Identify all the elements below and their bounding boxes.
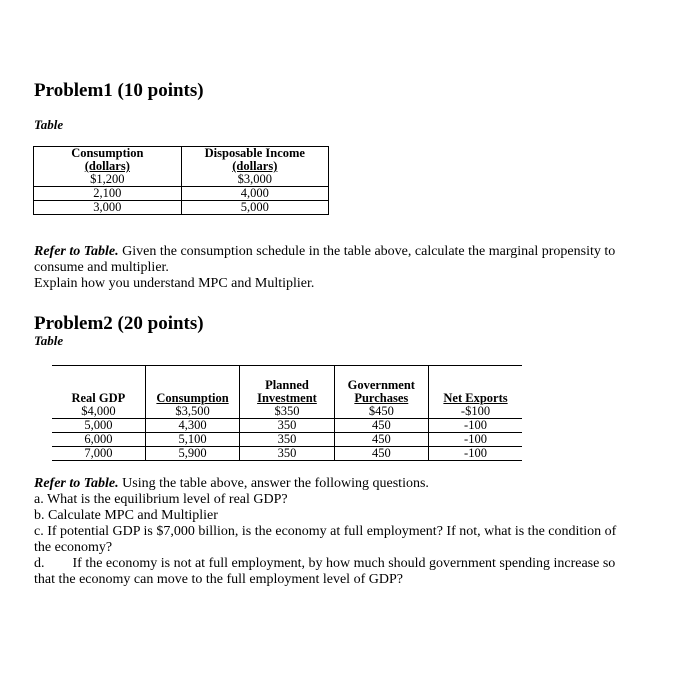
question-b: b. Calculate MPC and Multiplier <box>34 508 218 523</box>
header-planned-investment <box>240 366 334 406</box>
table-header-row <box>52 366 522 406</box>
table-cell: $3,500 <box>145 405 240 419</box>
header-consumption <box>145 366 240 406</box>
problem1-text-line: Given the consumption schedule in the table above, calculate the marginal propensity to <box>118 244 616 259</box>
header-line: Investment <box>257 391 317 405</box>
table-cell: 450 <box>334 433 428 447</box>
table-cell: 7,000 <box>52 447 145 461</box>
header-line: Planned <box>265 378 309 392</box>
table-cell: -100 <box>429 447 522 461</box>
problem1-table <box>33 146 329 215</box>
problem1-heading: Problem1 (10 points) <box>34 80 204 101</box>
table-cell: 5,000 <box>52 419 145 433</box>
header-net-exports <box>429 366 522 406</box>
refer-label: Refer to Table. <box>34 476 119 491</box>
problem2-heading: Problem2 (20 points) <box>34 313 204 334</box>
table-cell: 450 <box>334 447 428 461</box>
header-line: Purchases <box>354 391 409 405</box>
header-disposable-income <box>181 147 328 174</box>
table-cell: $4,000 <box>81 404 116 418</box>
header-line: Disposable Income <box>204 146 305 160</box>
table-cell: 350 <box>240 419 334 433</box>
table-cell: $450 <box>334 405 428 419</box>
header-real-gdp <box>52 366 145 406</box>
table-cell: 5,900 <box>145 447 240 461</box>
problem1-text-line: consume and multiplier. <box>34 260 169 275</box>
problem1-text <box>34 244 674 292</box>
header-line: Consumption <box>156 391 229 405</box>
question-d: d. If the economy is not at full employment, by how much should government spending increase so <box>34 556 616 571</box>
table-cell: 3,000 <box>34 201 182 215</box>
table-cell: -$100 <box>460 404 491 418</box>
problem2-text <box>34 476 674 588</box>
header-line: Consumption <box>71 146 144 160</box>
problem2-intro-line <box>34 476 674 492</box>
table-cell: 450 <box>334 419 428 433</box>
table-row <box>52 433 522 447</box>
header-line: (dollars) <box>232 159 278 173</box>
header-line: Government <box>347 378 415 392</box>
problem1-table-label: Table <box>34 117 64 132</box>
question-d-cont: that the economy can move to the full employment level of GDP? <box>34 572 403 587</box>
table-cell: 5,000 <box>181 201 328 215</box>
table-cell: 2,100 <box>34 187 182 201</box>
table-cell: $350 <box>274 404 300 418</box>
table-cell: $1,200 <box>34 173 182 187</box>
table-row <box>34 201 329 215</box>
table-cell: 350 <box>240 433 334 447</box>
question-a: a. What is the equilibrium level of real GDP? <box>34 492 288 507</box>
table-row <box>52 419 522 433</box>
problem1-line1 <box>34 244 674 260</box>
table-cell: 4,000 <box>181 187 328 201</box>
header-line: Real GDP <box>71 391 126 405</box>
table-row <box>34 187 329 201</box>
table-cell: 350 <box>240 447 334 461</box>
problem2-table-label: Table <box>34 333 64 348</box>
table-cell: 6,000 <box>52 433 145 447</box>
table-cell: -100 <box>429 433 522 447</box>
header-government-purchases <box>334 366 428 406</box>
question-c: c. If potential GDP is $7,000 billion, is the economy at full employment? If not, what is the condition of <box>34 524 617 539</box>
problem1-text-line: Explain how you understand MPC and Multiplier. <box>34 276 315 291</box>
header-line: (dollars) <box>84 159 130 173</box>
table-row <box>52 447 522 461</box>
problem2-intro: Using the table above, answer the following questions. <box>118 476 429 491</box>
table-header-row <box>34 147 329 174</box>
table-cell: -100 <box>429 419 522 433</box>
header-consumption <box>34 147 182 174</box>
table-cell: 4,300 <box>145 419 240 433</box>
refer-label: Refer to Table. <box>34 244 119 259</box>
header-line: Net Exports <box>443 391 508 405</box>
problem2-table <box>52 365 522 461</box>
table-cell: $3,000 <box>181 173 328 187</box>
table-row <box>34 173 329 187</box>
question-c-cont: the economy? <box>34 540 113 555</box>
table-cell: 5,100 <box>145 433 240 447</box>
table-row <box>52 405 522 419</box>
